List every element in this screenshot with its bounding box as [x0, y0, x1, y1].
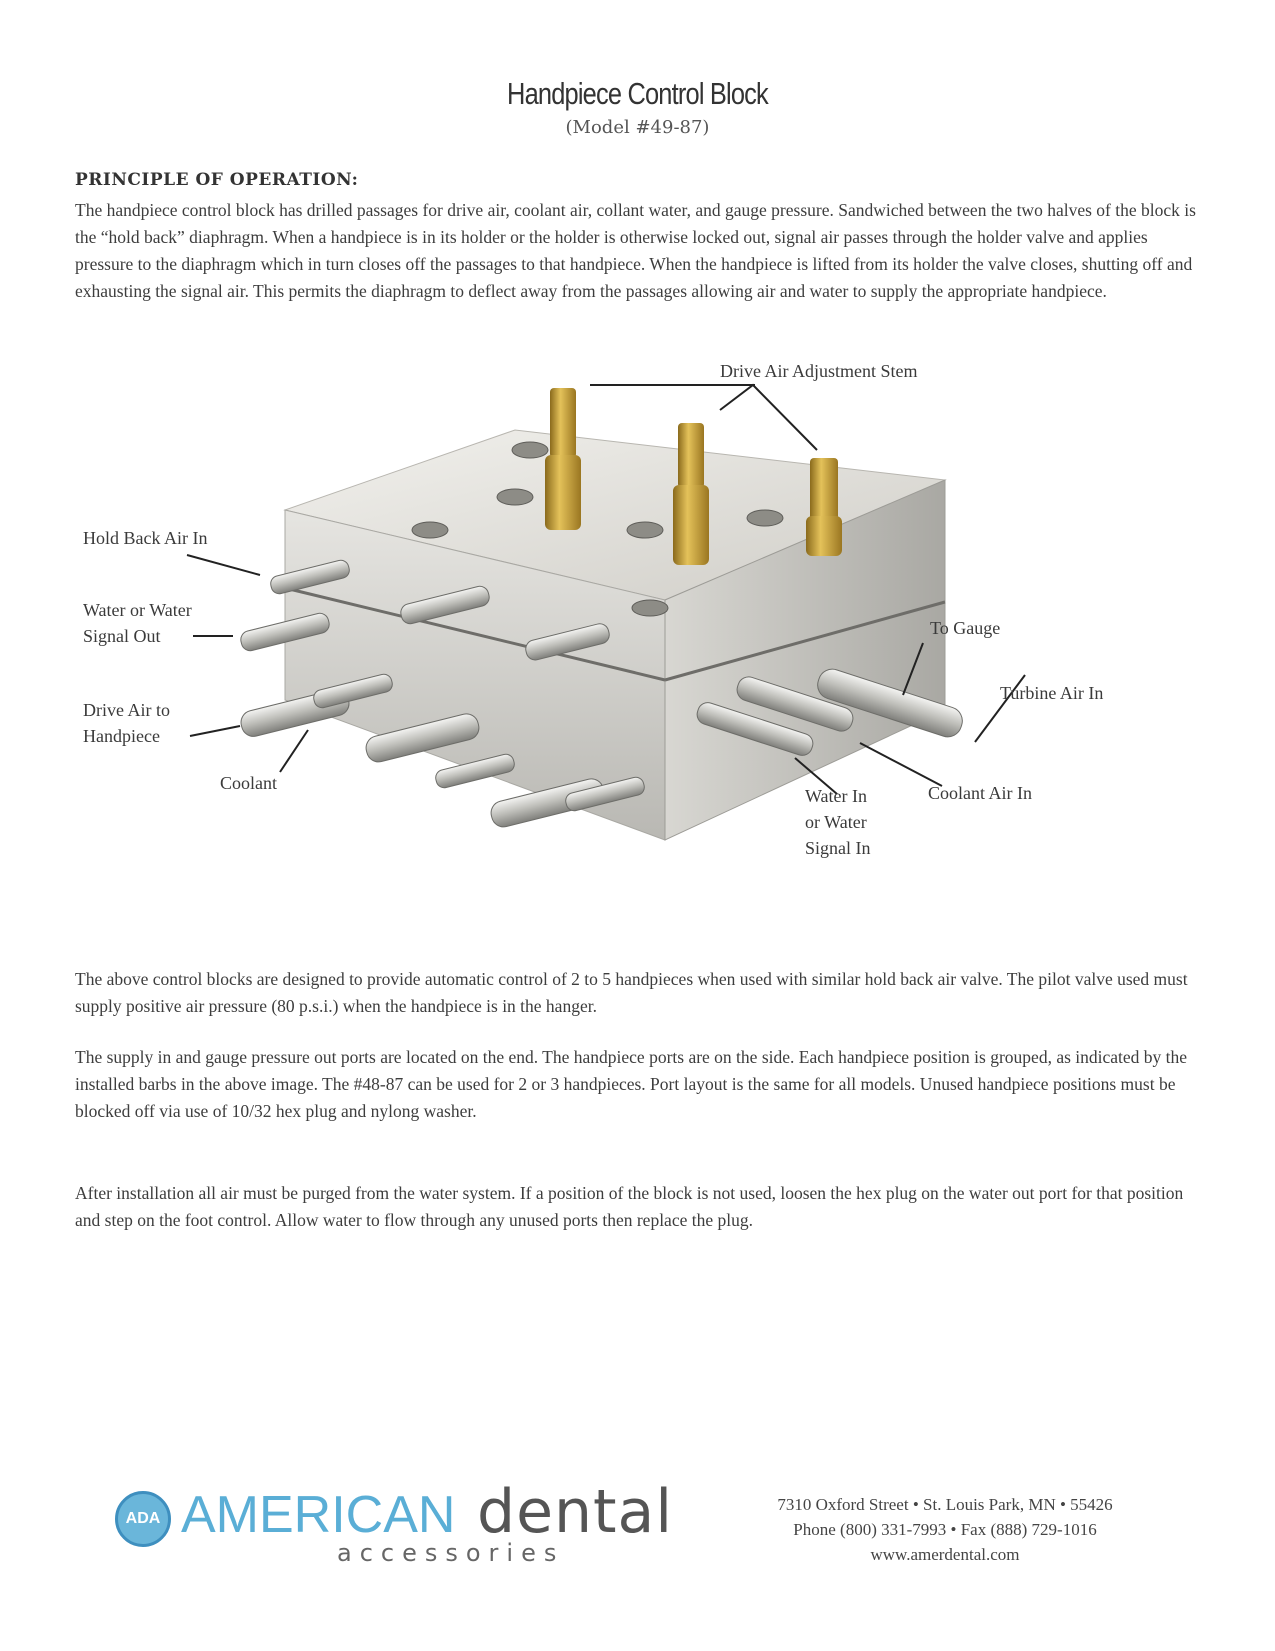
logo-badge: ADA — [115, 1491, 171, 1547]
address-line: 7310 Oxford Street • St. Louis Park, MN • 55426 — [777, 1495, 1113, 1514]
section-heading: PRINCIPLE OF OPERATION: — [75, 170, 359, 190]
body-paragraph: After installation all air must be purged from the water system. If a position of the block is not used, loosen the hex plug on the water out port for that position and step on the foot control. Allow water to flow through any unused ports then replace the plug. — [75, 1183, 1184, 1230]
body-paragraph: The above control blocks are designed to provide automatic control of 2 to 5 handpieces when used with similar hold back air valve. The pilot valve used must supply positive air pressure (80 p.s.i.) when the handpiece is in the hanger. — [75, 969, 1188, 1016]
label-hold-back-air-in: Hold Back Air In — [83, 528, 208, 548]
body-paragraph: The supply in and gauge pressure out ports are located on the end. The handpiece ports are on the side. Each handpiece position is grouped, as indicated by the installed barbs in the above image. The #48-87 can be used for 2 or 3 handpieces. Port layout is the same for all models. Unused handpiece positions must be blocked off via use of 10/32 hex plug and nylong washer. — [75, 1047, 1188, 1121]
logo-wordmark-dental: dental — [477, 1477, 673, 1547]
label-water-signal-out-1: Water or Water — [83, 600, 192, 620]
logo-wordmark-accessories: accessories — [337, 1539, 565, 1567]
website-link[interactable]: www.amerdental.com — [870, 1545, 1020, 1564]
label-water-signal-out-2: Signal Out — [83, 626, 161, 646]
label-drive-air-2: Handpiece — [83, 726, 160, 746]
label-to-gauge: To Gauge — [930, 618, 1001, 638]
label-drive-air-adjustment-stem: Drive Air Adjustment Stem — [720, 361, 918, 381]
label-coolant: Coolant — [220, 773, 277, 793]
label-water-in-1: Water In — [805, 786, 868, 806]
control-block-figure — [75, 361, 1205, 910]
phone-line: Phone (800) 331-7993 • Fax (888) 729-1016 — [793, 1520, 1097, 1539]
principle-paragraph: The handpiece control block has drilled passages for drive air, coolant air, collant water, and gauge pressure. Sandwiched between the two halves of the block is the “hold back” diaphragm. When a handpiece is in its holder or the holder is otherwise locked out, signal air passes through the holder valve and applies pressure to the diaphragm which in turn closes off the passages to that handpiece. When the handpiece is lifted from its holder the valve closes, shutting off and exhausting the signal air. This permits the diaphragm to deflect away from the passages allowing air and water to supply the appropriate handpiece. — [75, 200, 1196, 301]
label-drive-air-1: Drive Air to — [83, 700, 170, 720]
contact-block — [740, 1492, 1150, 1567]
control-block-illustration — [75, 370, 1205, 910]
company-logo — [115, 1477, 695, 1575]
page-title: Handpiece Control Block — [507, 76, 768, 111]
label-turbine-air-in: Turbine Air In — [1000, 683, 1104, 703]
label-coolant-air-in: Coolant Air In — [928, 783, 1032, 803]
logo-wordmark-american: AMERICAN — [181, 1486, 456, 1544]
page-subtitle: (Model #49-87) — [565, 117, 710, 138]
label-water-in-3: Signal In — [805, 838, 871, 858]
label-water-in-2: or Water — [805, 812, 867, 832]
